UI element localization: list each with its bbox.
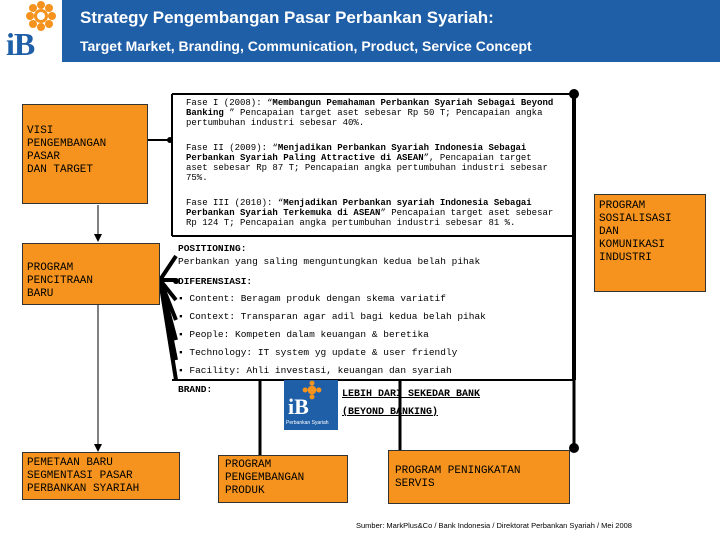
diferensiasi-item: ▪ Facility: Ahli investasi, keuangan dan syariah: [178, 365, 452, 376]
page-title: Strategy Pengembangan Pasar Perbankan Syariah:: [80, 8, 494, 27]
positioning-label: POSITIONING:: [178, 243, 247, 254]
source-note: Sumber: MarkPlus&Co / Bank Indonesia / Direktorat Perbankan Syariah / Mei 2008: [356, 521, 632, 530]
pemetaan-text: PEMETAAN BARU SEGMENTASI PASAR PERBANKAN SYARIAH: [27, 457, 140, 495]
visi-text: VISI PENGEMBANGAN PASAR DAN TARGET: [27, 125, 107, 176]
produk-text: PROGRAM PENGEMBANGAN PRODUK: [225, 459, 305, 497]
diferensiasi-label: DIFERENSIASI:: [178, 276, 253, 287]
diferensiasi-item: ▪ Context: Transparan agar adil bagi kedua belah pihak: [178, 311, 486, 322]
produk-box: [218, 455, 348, 503]
brand-line-1: LEBIH DARI SEKEDAR BANK: [342, 389, 481, 400]
brand-logo: [284, 380, 338, 430]
pencitraan-text: PROGRAM PENCITRAAN BARU: [27, 262, 94, 300]
brand-label: BRAND:: [178, 384, 213, 395]
positioning-text: Perbankan yang saling menguntungkan kedua belah pihak: [178, 256, 481, 267]
visi-box: [22, 104, 148, 204]
sosialisasi-text: PROGRAM SOSIALISASI DAN KOMUNIKASI INDUSTRI: [599, 200, 672, 264]
page-subtitle: Target Market, Branding, Communication, Product, Service Concept: [80, 38, 532, 54]
phase-1: Fase I (2008): “Membangun Pemahaman Perbankan Syariah Sebagai Beyond Banking ” Pencapaian target aset sebesar Rp 50 T; Pencapaian angka pertumbuhan industri sebesar 40%.: [186, 98, 554, 128]
brand-line-2: (BEYOND BANKING): [342, 407, 439, 418]
phase-2: Fase II (2009): “Menjadikan Perbankan Syariah Indonesia Sebagai Perbankan Syariah Paling Attractive di ASEAN”, Pencapaian target aset sebesar Rp 87 T; Pencapaian angka pertumbuhan industri sebesar 75%.: [186, 143, 548, 183]
logo-text: iB: [6, 26, 35, 62]
servis-box: [388, 450, 570, 504]
brand-logo-caption: Perbankan Syariah: [286, 420, 329, 426]
pencitraan-box: [22, 243, 160, 305]
brand-logo-text: iB: [288, 394, 309, 419]
phase-3: Fase III (2010): “Menjadikan Perbankan syariah Indonesia Sebagai Perbankan Syariah Terkemuka di ASEAN” Pencapaian target aset sebesar Rp 124 T; Pencapaian angka pertumbuhan industri sebesar 81 %.: [186, 198, 554, 228]
diferensiasi-item: ▪ People: Kompeten dalam keuangan & beretika: [178, 329, 429, 340]
sosialisasi-box: [594, 194, 706, 292]
diferensiasi-item: ▪ Technology: IT system yg update & user friendly: [178, 347, 458, 358]
pemetaan-box: [22, 452, 180, 500]
servis-text: PROGRAM PENINGKATAN SERVIS: [395, 465, 521, 490]
diferensiasi-item: ▪ Content: Beragam produk dengan skema variatif: [178, 293, 446, 304]
